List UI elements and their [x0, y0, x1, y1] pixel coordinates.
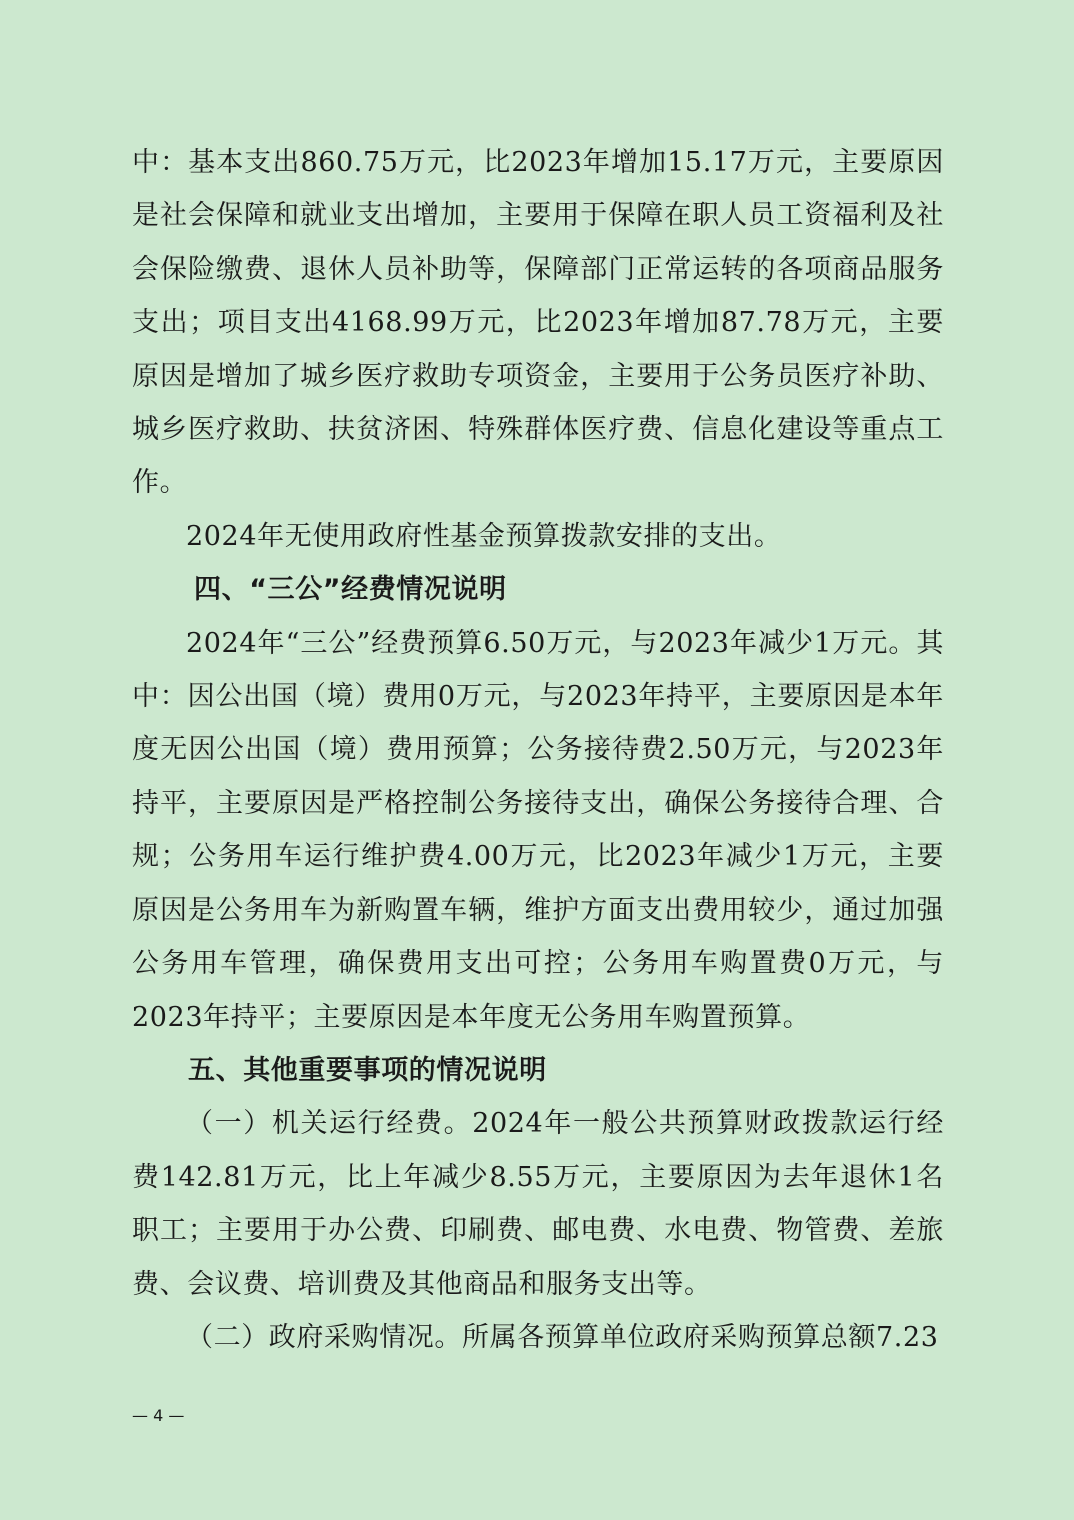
paragraph-operating-funds: （一）机关运行经费。2024年一般公共预算财政拨款运行经费142.81万元，比上年减少8.55万元，主要原因为去年退休1名职工；主要用于办公费、印刷费、邮电费、水电费、物管费、差旅费、会议费、培训费及其他商品和服务支出等。 [132, 1108, 944, 1300]
paragraph-three-public-funds: 2024年“三公”经费预算6.50万元，与2023年减少1万元。其中：因公出国（境）费用0万元，与2023年持平，主要原因是本年度无因公出国（境）费用预算；公务接待费2.50万元，与2023年持平，主要原因是严格控制公务接待支出，确保公务接待合理、合规；公务用车运行维护费4.00万元，比2023年减少1万元，主要原因是公务用车为新购置车辆，维护方面支出费用较少，通过加强公务用车管理，确保费用支出可控；公务用车购置费0万元，与2023年持平；主要原因是本年度无公务用车购置预算。 [132, 627, 944, 1033]
section-heading-three-public: 四、“三公”经费情况说明 [194, 574, 507, 606]
document-body [132, 136, 944, 1364]
paragraph-government-fund: 2024年无使用政府性基金预算拨款安排的支出。 [186, 520, 782, 552]
paragraph-expenditure-detail: 中：基本支出860.75万元，比2023年增加15.17万元，主要原因是社会保障和就业支出增加，主要用于保障在职人员工资福利及社会保险缴费、退休人员补助等，保障部门正常运转的各项商品服务支出；项目支出4168.99万元，比2023年增加87.78万元，主要原因是增加了城乡医疗救助专项资金，主要用于公务员医疗补助、城乡医疗救助、扶贫济困、特殊群体医疗费、信息化建设等重点工作。 [132, 147, 944, 499]
paragraph-procurement: （二）政府采购情况。所属各预算单位政府采购预算总额7.23 [186, 1321, 939, 1353]
page-number: — 4 — [132, 1406, 185, 1425]
section-heading-other-matters: 五、其他重要事项的情况说明 [188, 1054, 547, 1086]
